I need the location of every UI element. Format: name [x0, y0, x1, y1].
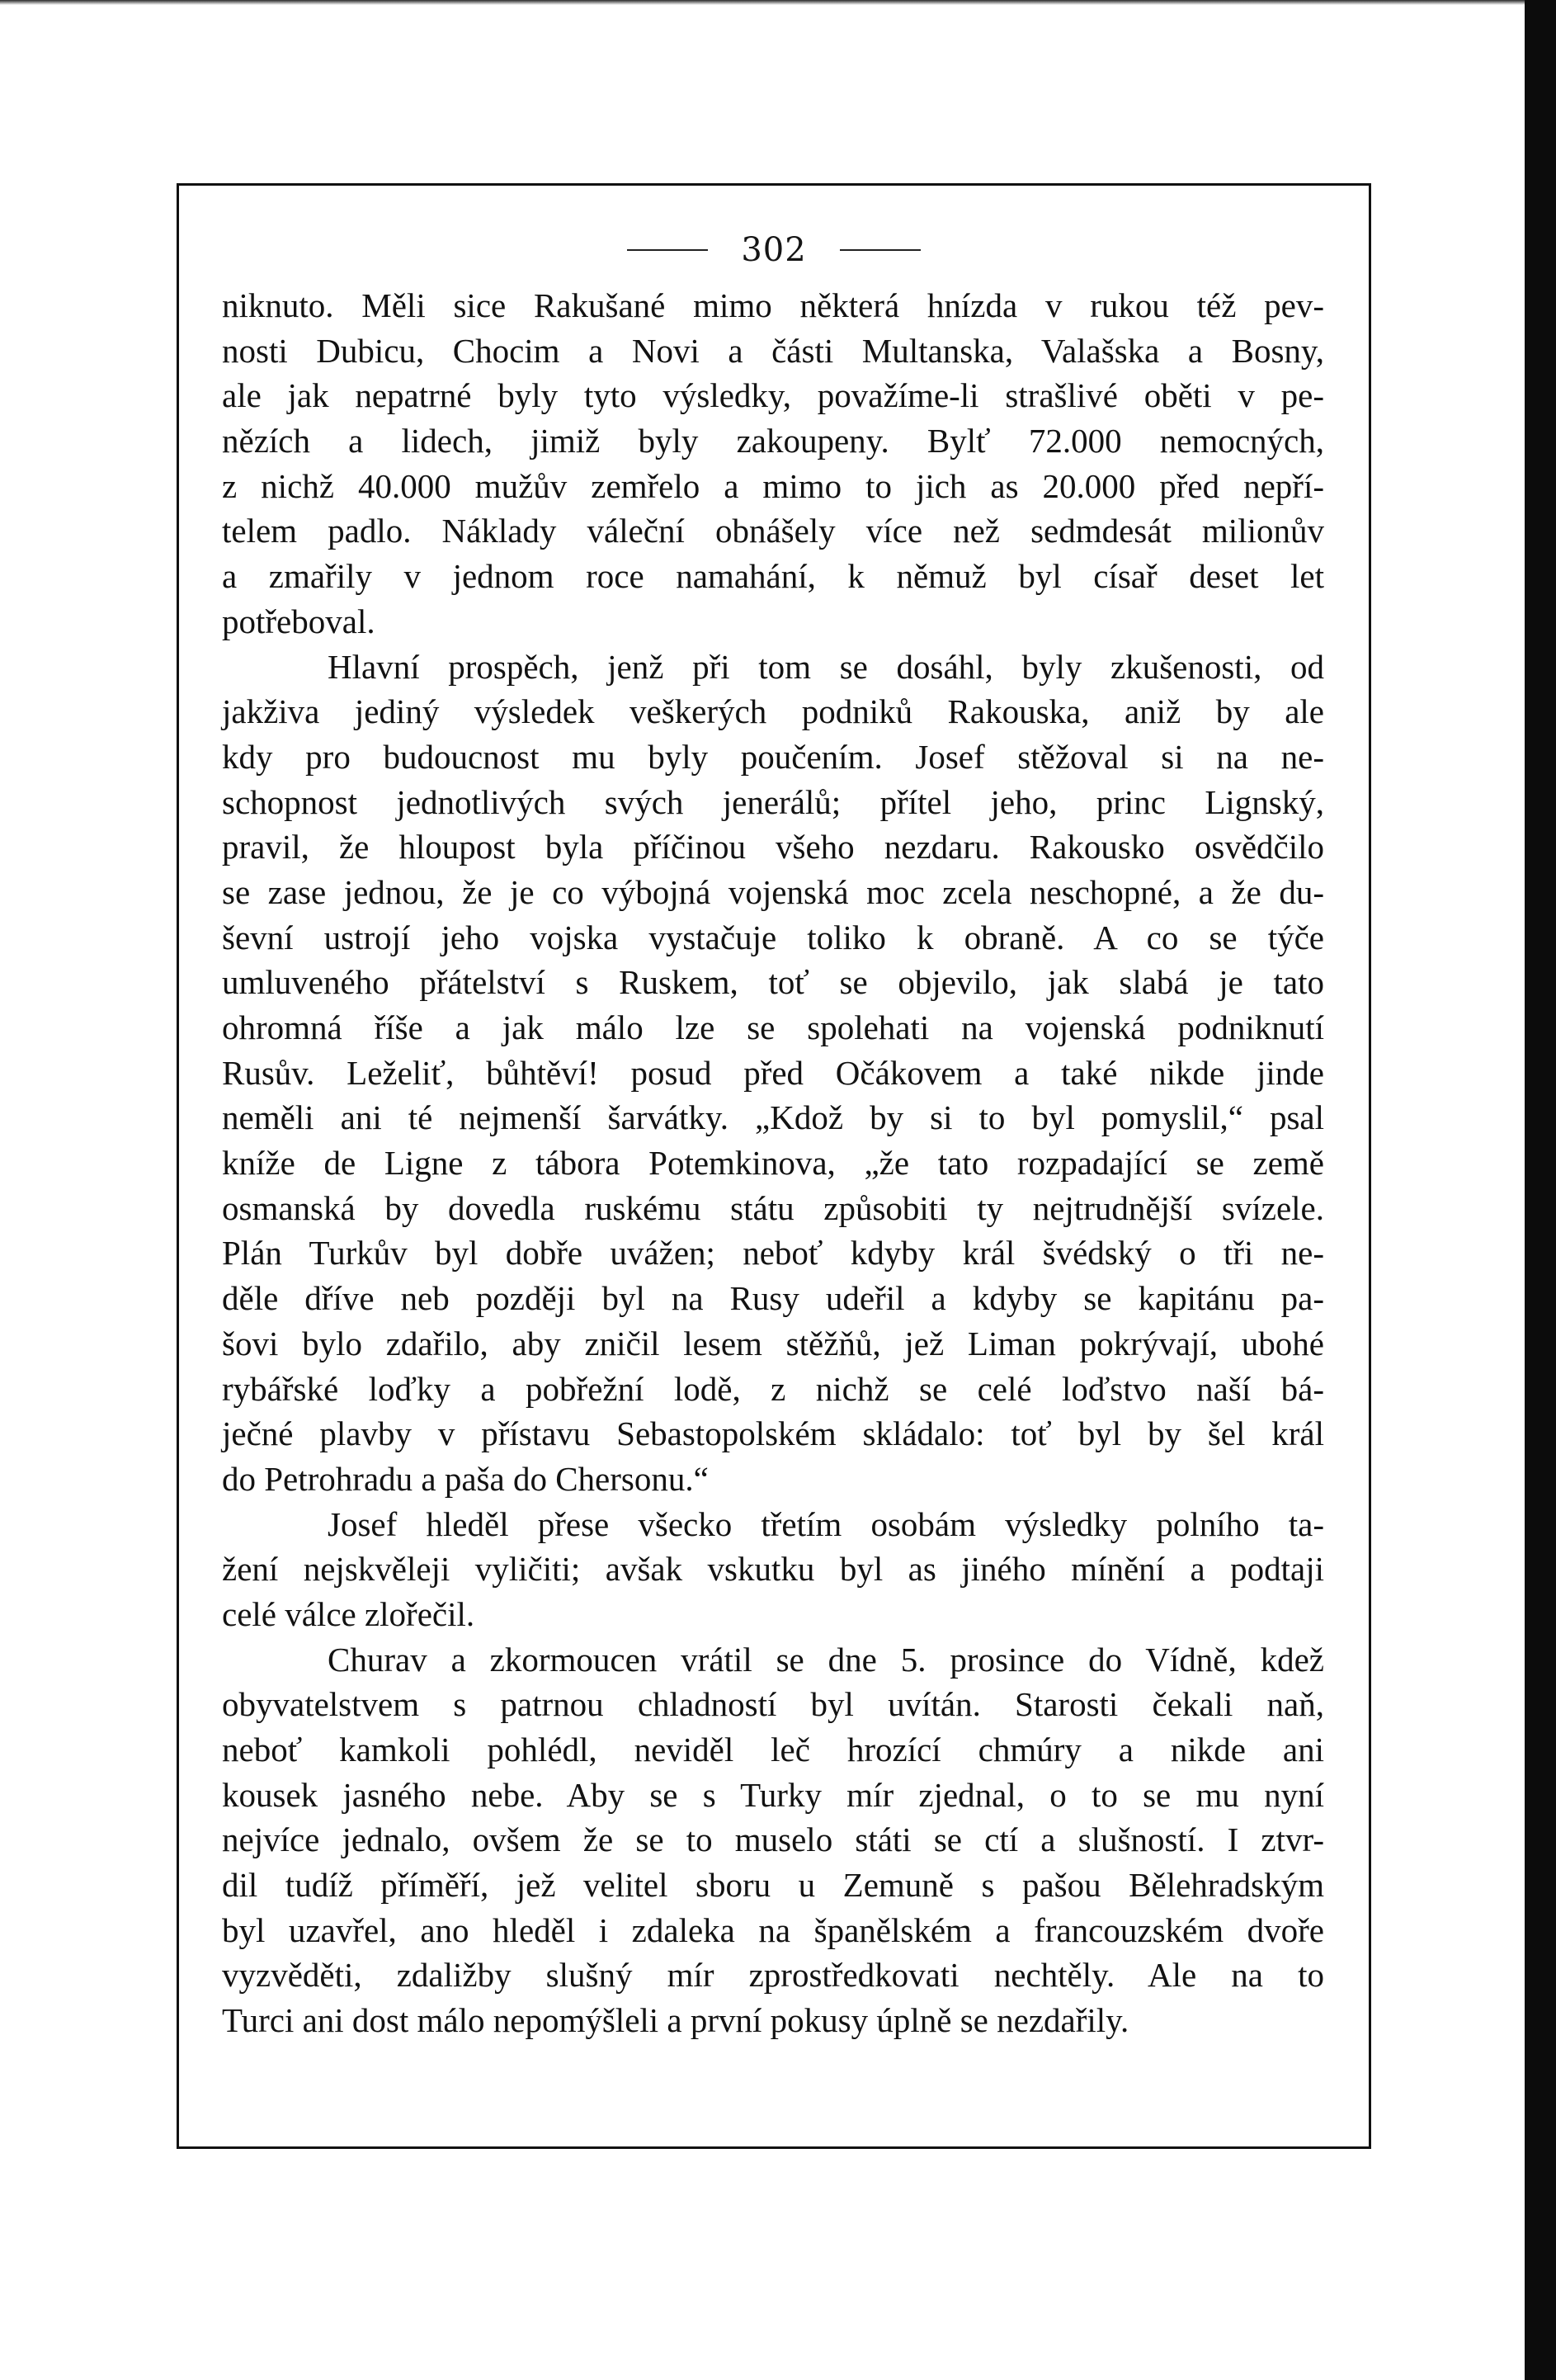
text-line: kníže de Ligne z tábora Potemkinova, „že tato rozpadající se země	[222, 1144, 1324, 1183]
text-line: do Petrohradu a paša do Chersonu.“	[222, 1459, 709, 1498]
text-line: nosti Dubicu, Chocim a Novi a části Multanska, Valašska a Bosny,	[222, 331, 1324, 370]
text-line: Plán Turkův byl dobře uvážen; neboť kdyby král švédský o tři ne-	[222, 1234, 1324, 1273]
text-line: nejvíce jednalo, ovšem že se to muselo státi se ctí a slušností. I ztvr-	[222, 1820, 1324, 1859]
text-line: se zase jednou, že je co výbojná vojenská moc zcela neschopné, a že du-	[222, 872, 1324, 911]
paragraph	[222, 1502, 1324, 1637]
text-line: žení nejskvěleji vyličiti; avšak vskutku byl as jiného mínění a podtaji	[222, 1550, 1324, 1589]
text-line: umluveného přátelství s Ruskem, toť se objevilo, jak slabá je tato	[222, 963, 1324, 1002]
text-line: osmanská by dovedla ruskému státu způsobiti ty nejtrudnější svízele.	[222, 1188, 1324, 1227]
text-line: telem padlo. Náklady váleční obnášely více než sedmdesát milionův	[222, 512, 1324, 550]
paragraph	[222, 283, 1324, 645]
text-line: z nichž 40.000 mužův zemřelo a mimo to jich as 20.000 před nepří-	[222, 466, 1324, 505]
text-line: ale jak nepatrné byly tyto výsledky, považíme-li strašlivé oběti v pe-	[222, 376, 1324, 415]
text-line: Turci ani dost málo nepomýšleli a první pokusy úplně se nezdařily.	[222, 2001, 1129, 2040]
text-line: vyzvěděti, zdaližby slušný mír zprostředkovati nechtěly. Ale na to	[222, 1956, 1324, 1995]
text-line: Hlavní prospěch, jenž při tom se dosáhl, byly zkušenosti, od	[328, 647, 1324, 686]
text-line: niknuto. Měli sice Rakušané mimo některá hnízda v rukou též pev-	[222, 286, 1324, 324]
text-line: nězích a lidech, jimiž byly zakoupeny. Bylť 72.000 nemocných,	[222, 422, 1324, 460]
page-header	[179, 227, 1369, 273]
text-line: kdy pro budoucnost mu byly poučením. Josef stěžoval si na ne-	[222, 737, 1324, 776]
text-line: potřeboval.	[222, 602, 375, 640]
text-line: byl uzavřel, ano hleděl i zdaleka na španělském a francouzském dvoře	[222, 1910, 1324, 1949]
text-line: celé válce zlořečil.	[222, 1594, 475, 1633]
text-line: rybářské loďky a pobřežní lodě, z nichž se celé loďstvo naší bá-	[222, 1369, 1324, 1408]
text-line: obyvatelstvem s patrnou chladností byl uvítán. Starosti čekali naň,	[222, 1685, 1324, 1724]
scan-shadow-top	[0, 0, 1525, 5]
header-rule-left	[627, 249, 708, 251]
text-column	[222, 283, 1324, 2043]
text-line: ševní ustrojí jeho vojska vystačuje toliko k obraně. A co se týče	[222, 918, 1324, 956]
text-line: schopnost jednotlivých svých jenerálů; přítel jeho, princ Lignský,	[222, 782, 1324, 821]
header-rule-right	[840, 249, 921, 251]
page-number: 302	[741, 231, 807, 269]
text-line: Rusův. Leželiť, bůhtěví! posud před Očákovem a také nikde jinde	[222, 1053, 1324, 1092]
scan-border-right	[1525, 0, 1556, 2380]
text-line: neboť kamkoli pohlédl, neviděl leč hrozící chmúry a nikde ani	[222, 1731, 1324, 1768]
text-line: děle dříve neb později byl na Rusy udeřil a kdyby se kapitánu pa-	[222, 1279, 1324, 1318]
text-line: a zmařily v jednom roce namahání, k němuž byl císař deset let	[222, 557, 1324, 596]
paragraph	[222, 1637, 1324, 2043]
paragraph	[222, 645, 1324, 1502]
text-line: Josef hleděl přese všecko třetím osobám výsledky polního ta-	[328, 1504, 1324, 1543]
text-line: jakživa jediný výsledek veškerých podniků Rakouska, aniž by ale	[222, 692, 1324, 731]
text-line: pravil, že hloupost byla příčinou všeho nezdaru. Rakousko osvědčilo	[222, 828, 1324, 867]
text-line: šovi bylo zdařilo, aby zničil lesem stěžňů, jež Liman pokrývají, ubohé	[222, 1324, 1324, 1362]
text-line: ohromná říše a jak málo lze se spolehati na vojenská podniknutí	[222, 1008, 1324, 1046]
page-frame	[177, 183, 1371, 2149]
text-line: dil tudíž příměří, jež velitel sboru u Zemuně s pašou Bělehradským	[222, 1866, 1324, 1905]
text-line: Churav a zkormoucen vrátil se dne 5. prosince do Vídně, kdež	[328, 1640, 1324, 1679]
text-line: neměli ani té nejmenší šarvátky. „Kdož by si to byl pomyslil,“ psal	[222, 1098, 1324, 1137]
text-line: ječné plavby v přístavu Sebastopolském skládalo: toť byl by šel král	[222, 1414, 1324, 1453]
text-line: kousek jasného nebe. Aby se s Turky mír zjednal, o to se mu nyní	[222, 1775, 1324, 1814]
